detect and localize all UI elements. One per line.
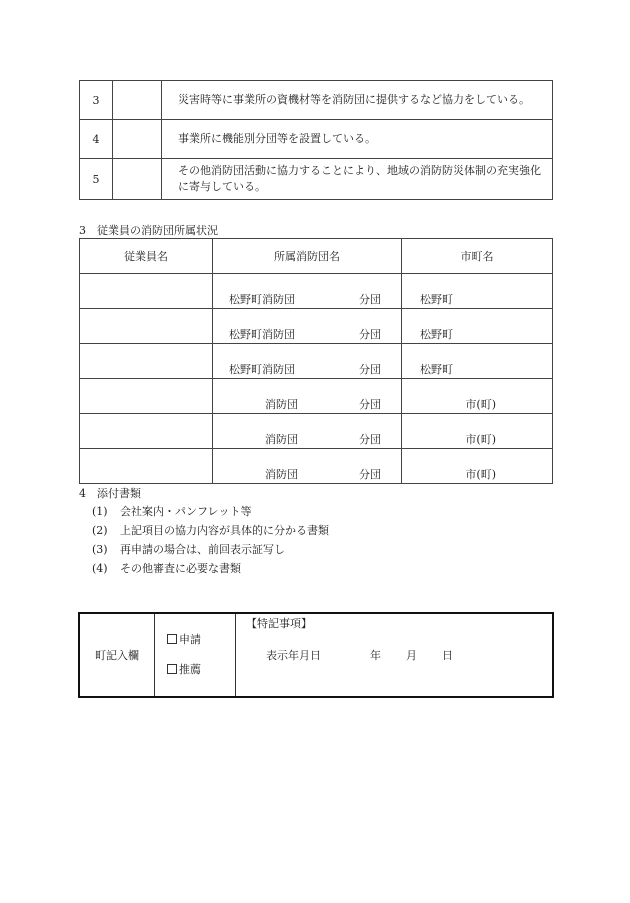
- unit-cell[interactable]: [213, 309, 402, 344]
- bun-label: 分団: [359, 398, 381, 411]
- employee-name-cell[interactable]: [80, 449, 213, 484]
- checkbox-icon[interactable]: [167, 634, 177, 644]
- section4-heading: 4 添付書類: [79, 487, 141, 500]
- table-row: [79, 613, 553, 697]
- city-name: 市(町): [465, 468, 496, 481]
- row-number: 5: [80, 159, 113, 200]
- table-row: [80, 309, 553, 344]
- option-cell: [155, 613, 236, 697]
- unit-name: 松野町消防団: [229, 363, 295, 376]
- option-apply-label: 申請: [179, 633, 201, 646]
- option-recommend[interactable]: [167, 655, 235, 685]
- unit-cell[interactable]: [213, 449, 402, 484]
- bun-label: 分団: [359, 363, 381, 376]
- city-name: 松野町: [420, 293, 453, 306]
- employee-name-cell[interactable]: [80, 414, 213, 449]
- check-cell[interactable]: [113, 120, 162, 159]
- row-text: 災害時等に事業所の資機材等を消防団に提供するなど協力をしている。: [162, 81, 553, 120]
- employee-table: [79, 238, 553, 484]
- month-label: 月: [406, 649, 417, 662]
- town-entry-table: [78, 612, 554, 698]
- header-unit-name: 所属消防団名: [213, 239, 402, 274]
- check-cell[interactable]: [113, 81, 162, 120]
- attachment-item: [92, 503, 251, 519]
- item-number: (4): [92, 562, 108, 575]
- unit-cell[interactable]: [213, 414, 402, 449]
- item-number: (3): [92, 543, 108, 556]
- table-row: [80, 274, 553, 309]
- unit-cell[interactable]: [213, 274, 402, 309]
- cooperation-table: [79, 80, 553, 200]
- checkbox-icon[interactable]: [167, 664, 177, 674]
- notes-title: 【特記事項】: [246, 617, 312, 630]
- item-number: (1): [92, 505, 108, 518]
- row-number: 3: [80, 81, 113, 120]
- option-recommend-label: 推薦: [179, 663, 201, 676]
- table-row: [80, 159, 553, 200]
- unit-name: 消防団: [265, 398, 298, 411]
- item-text: その他審査に必要な書類: [120, 562, 241, 575]
- unit-name: 消防団: [265, 433, 298, 446]
- row-text: 事業所に機能別分団等を設置している。: [162, 120, 553, 159]
- item-text: 会社案内・パンフレット等: [120, 505, 252, 518]
- item-text: 上記項目の協力内容が具体的に分かる書類: [120, 524, 329, 537]
- employee-name-cell[interactable]: [80, 274, 213, 309]
- city-name: 市(町): [465, 433, 496, 446]
- employee-name-cell[interactable]: [80, 309, 213, 344]
- year-label: 年: [370, 649, 381, 662]
- city-cell[interactable]: [402, 449, 553, 484]
- bun-label: 分団: [359, 468, 381, 481]
- unit-name: 消防団: [265, 468, 298, 481]
- city-cell[interactable]: [402, 379, 553, 414]
- item-number: (2): [92, 524, 108, 537]
- city-name: 松野町: [420, 328, 453, 341]
- table-row: [80, 120, 553, 159]
- check-cell[interactable]: [113, 159, 162, 200]
- city-name: 松野町: [420, 363, 453, 376]
- employee-name-cell[interactable]: [80, 344, 213, 379]
- unit-cell[interactable]: [213, 379, 402, 414]
- table-row: [80, 81, 553, 120]
- city-cell[interactable]: [402, 274, 553, 309]
- section3-heading: 3 従業員の消防団所属状況: [79, 224, 218, 237]
- bun-label: 分団: [359, 433, 381, 446]
- day-label: 日: [442, 649, 453, 662]
- bun-label: 分団: [359, 293, 381, 306]
- table-row: [80, 379, 553, 414]
- display-date-label: 表示年月日: [266, 649, 321, 662]
- header-employee-name: 従業員名: [80, 239, 213, 274]
- city-cell[interactable]: [402, 414, 553, 449]
- attachment-item: [92, 541, 285, 557]
- header-city-name: 市町名: [402, 239, 553, 274]
- city-cell[interactable]: [402, 309, 553, 344]
- bun-label: 分団: [359, 328, 381, 341]
- unit-name: 松野町消防団: [229, 328, 295, 341]
- row-number: 4: [80, 120, 113, 159]
- table-header-row: [80, 239, 553, 274]
- row-text: その他消防団活動に協力することにより、地域の消防防災体制の充実強化に寄与している。: [162, 159, 553, 200]
- table-row: [80, 449, 553, 484]
- unit-cell[interactable]: [213, 344, 402, 379]
- table-row: [80, 344, 553, 379]
- city-cell[interactable]: [402, 344, 553, 379]
- option-apply[interactable]: [167, 625, 235, 655]
- town-entry-label: 町記入欄: [79, 613, 155, 697]
- notes-cell[interactable]: [236, 613, 554, 697]
- unit-name: 松野町消防団: [229, 293, 295, 306]
- table-row: [80, 414, 553, 449]
- city-name: 市(町): [465, 398, 496, 411]
- attachment-item: [92, 560, 241, 576]
- employee-name-cell[interactable]: [80, 379, 213, 414]
- item-text: 再申請の場合は、前回表示証写し: [120, 543, 285, 556]
- attachment-item: [92, 522, 329, 538]
